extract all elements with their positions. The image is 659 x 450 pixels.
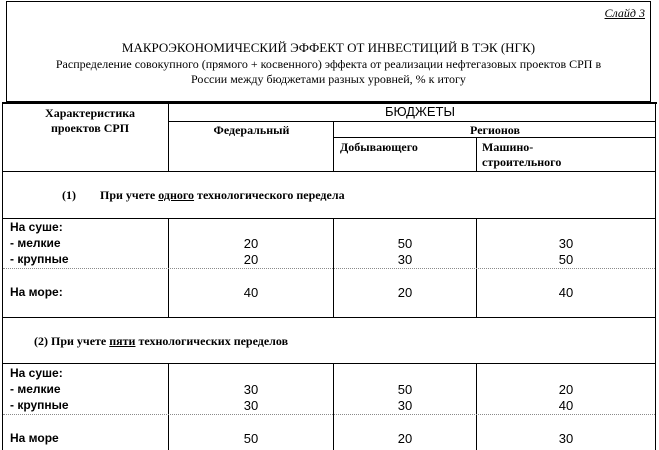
header-characteristic-line-2: проектов СРП [50,121,130,135]
section-2-small-machine: 20 [558,382,574,397]
header-regions: Регионов [470,123,520,137]
section-1-sea-machine: 40 [558,285,574,300]
section-1-sea-label: На море: [10,285,63,299]
header-federal: Федеральный [213,123,290,137]
section-1-large-label: - крупные [10,252,69,266]
header-col-divider-3 [476,137,477,171]
header-machine-line-1: Машино- [482,140,534,154]
section-2-sea-machine: 30 [558,431,574,446]
section-2-land-label: На суше: [10,366,63,380]
section-1-large-federal: 20 [243,252,259,267]
header-col-divider [168,103,169,171]
section-2-small-producing: 50 [397,382,413,397]
section-1-small-federal: 20 [243,236,259,251]
section-1-heading [62,188,345,203]
section-2-large-machine: 40 [558,398,574,413]
section-1-text-after: технологического передела [194,188,345,202]
header-characteristic [40,106,140,136]
table-border-left [2,102,3,450]
header-producing: Добывающего [340,140,418,154]
section-2-text-before: При учете [48,334,110,348]
section-1-small-producing: 50 [397,236,413,251]
header-machine-building [482,140,561,170]
section-1-dotted-rule [3,268,655,269]
slide-label: Слайд 3 [604,6,645,20]
section-1-sea-producing: 20 [397,285,413,300]
section-2-sea-label: На море [10,431,59,445]
page-title: МАКРОЭКОНОМИЧЕСКИЙ ЭФФЕКТ ОТ ИНВЕСТИЦИЙ В ТЭК (НГК) [121,40,536,55]
section-1-land-label: На суше: [10,220,63,234]
section-1-small-label: - мелкие [10,236,61,250]
section-2-heading [34,334,288,349]
section-2-small-label: - мелкие [10,382,61,396]
table-border-top [2,102,657,104]
header-budgets: БЮДЖЕТЫ [384,104,456,119]
section-2-dotted-rule [3,414,655,415]
section-1-sea-federal: 40 [243,285,259,300]
section-1-underlined: одного [158,188,195,202]
subtitle-line-1: Распределение совокупного (прямого + косвенного) эффекта от реализации нефтегазовых проектов СРП в [55,57,602,71]
section-2-text-after: технологических переделов [135,334,289,348]
section-2-underlined: пяти [109,334,136,348]
section-2-large-federal: 30 [243,398,259,413]
section-1-text-before: При учете [100,188,159,202]
section-1-rule [2,218,656,219]
section-1-bottom-rule [2,317,656,318]
section-1-small-machine: 30 [558,236,574,251]
section-1-large-producing: 30 [397,252,413,267]
table-border-right [655,102,656,450]
section-1-large-machine: 50 [558,252,574,267]
section-1-number: (1) [62,188,76,202]
section-2-small-federal: 30 [243,382,259,397]
subtitle-line-2: России между бюджетами разных уровней, % к итогу [191,72,466,86]
header-machine-line-2: строительного [482,155,562,169]
section-2-large-label: - крупные [10,398,69,412]
section-2-number: (2) [34,334,48,348]
section-2-large-producing: 30 [397,398,413,413]
header-rule-1 [168,121,656,122]
section-2-sea-producing: 20 [397,431,413,446]
header-characteristic-line-1: Характеристика [45,106,135,120]
section-2-sea-federal: 50 [243,431,259,446]
section-2-rule [2,363,656,364]
header-bottom-rule [2,171,656,172]
